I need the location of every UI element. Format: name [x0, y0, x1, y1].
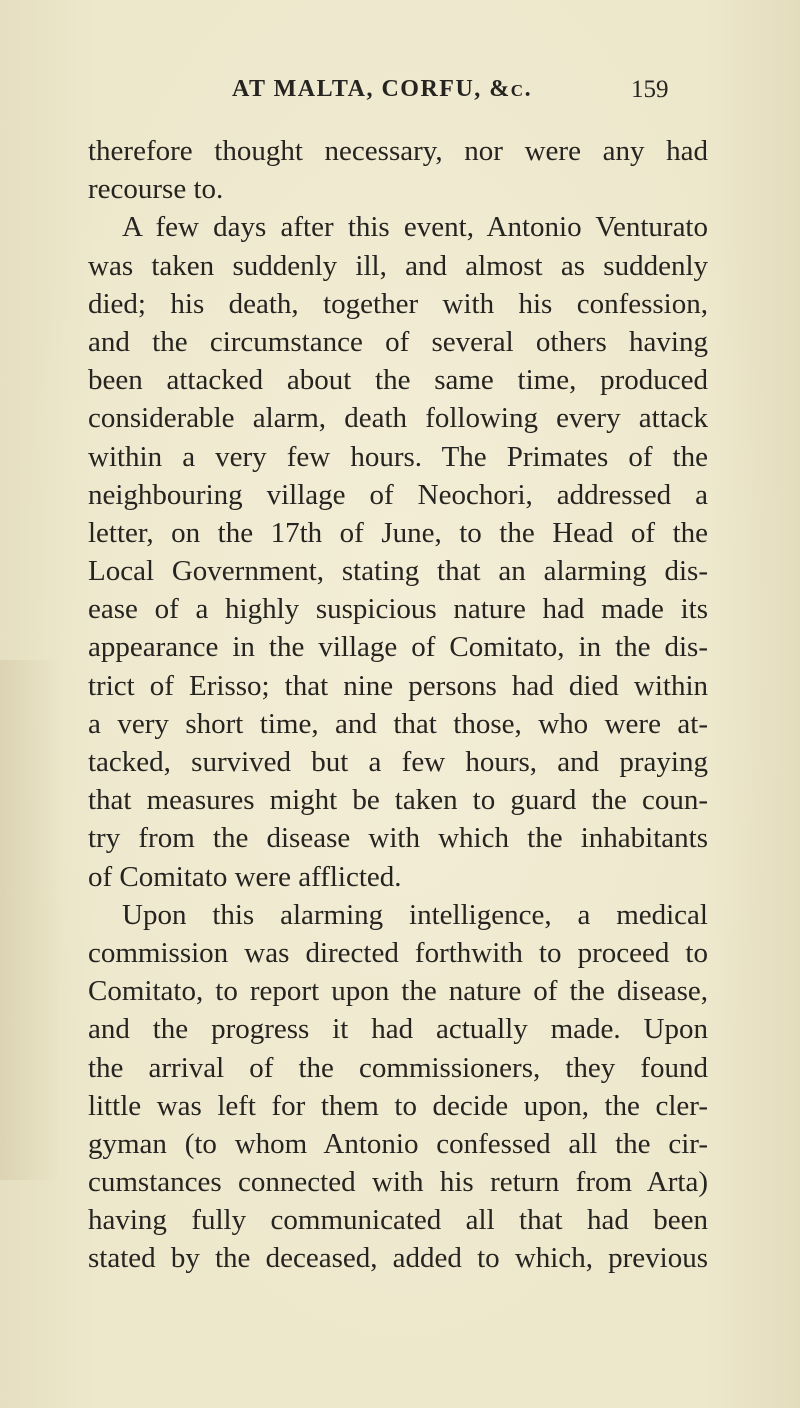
text-line: and the progress it had actually made. Upon	[88, 1013, 708, 1046]
text-line: of Comitato were afflicted.	[88, 860, 402, 893]
text-line: Upon this alarming intelligence, a medical	[122, 898, 708, 931]
running-title: AT MALTA, CORFU, &c.	[232, 76, 533, 102]
text-line: gyman (to whom Antonio confessed all the cir-	[88, 1127, 708, 1160]
page-number: 159	[631, 76, 669, 103]
text-line: little was left for them to decide upon, the cler-	[88, 1089, 708, 1122]
text-line: that measures might be taken to guard the coun-	[88, 784, 708, 817]
page-edge-shading	[0, 660, 60, 1180]
body-text	[88, 132, 708, 1278]
text-line: a very short time, and that those, who were at-	[88, 707, 708, 740]
text-line: try from the disease with which the inhabitants	[88, 822, 708, 855]
text-line: was taken suddenly ill, and almost as suddenly	[88, 249, 708, 282]
text-line: appearance in the village of Comitato, in the dis-	[88, 631, 708, 664]
text-line: within a very few hours. The Primates of the	[88, 440, 708, 473]
text-line: Comitato, to report upon the nature of the disease,	[88, 975, 708, 1008]
text-line: Local Government, stating that an alarming dis-	[88, 555, 708, 588]
text-line: cumstances connected with his return from Arta)	[88, 1166, 708, 1199]
text-line: neighbouring village of Neochori, addressed a	[88, 478, 708, 511]
text-line: died; his death, together with his confession,	[88, 287, 708, 320]
text-line: therefore thought necessary, nor were any had	[88, 135, 708, 167]
text-line: the arrival of the commissioners, they found	[88, 1051, 708, 1084]
text-line: recourse to.	[88, 173, 224, 206]
running-head	[0, 76, 800, 116]
text-line: tacked, survived but a few hours, and praying	[88, 746, 708, 778]
text-line: and the circumstance of several others having	[88, 325, 708, 358]
text-line: stated by the deceased, added to which, previous	[88, 1242, 708, 1275]
text-line: A few days after this event, Antonio Venturato	[122, 211, 708, 244]
text-line: having fully communicated all that had been	[88, 1204, 708, 1237]
text-line: ease of a highly suspicious nature had made its	[88, 593, 708, 626]
text-line: commission was directed forthwith to proceed to	[88, 936, 708, 969]
text-line: trict of Erisso; that nine persons had died within	[88, 669, 708, 702]
text-line: letter, on the 17th of June, to the Head of the	[88, 516, 708, 549]
text-line: been attacked about the same time, produced	[88, 364, 708, 397]
text-line: considerable alarm, death following every attack	[88, 402, 708, 435]
